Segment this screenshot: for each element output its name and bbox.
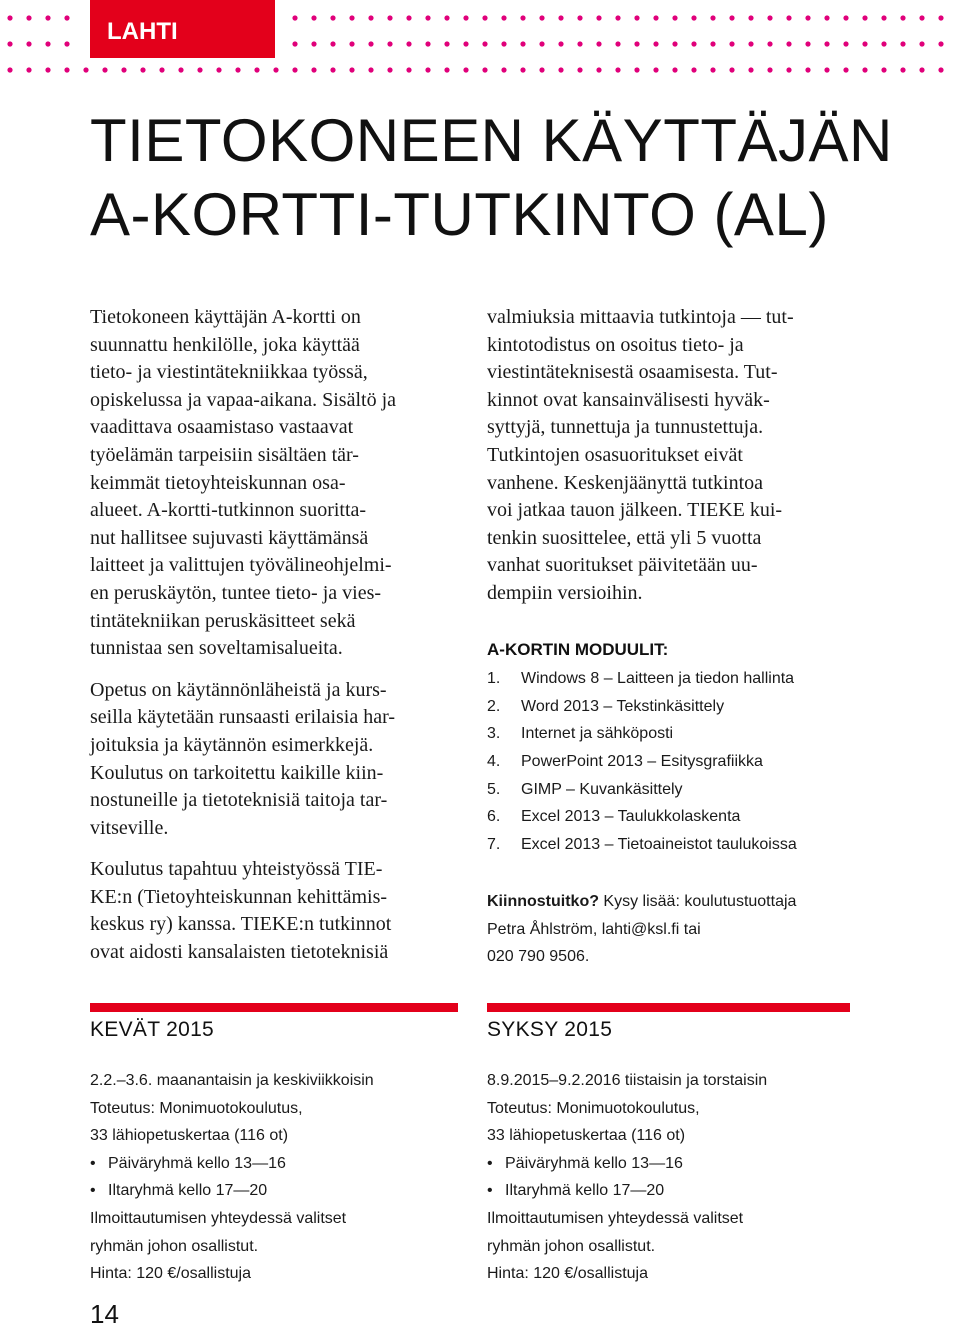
text-line: Koulutus tapahtuu yhteistyössä TIE- (90, 858, 383, 881)
decor-dot (900, 67, 905, 72)
autumn-group-evening: • Iltaryhmä kello 17—20 (487, 1182, 665, 1200)
decor-dot (463, 41, 468, 46)
text-line: voi jatkaa tauon jälkeen. TIEKE kui- (487, 499, 783, 522)
decor-dot (463, 67, 468, 72)
decor-dot (748, 67, 753, 72)
decor-dot (862, 67, 867, 72)
page-title (90, 104, 910, 252)
decor-dot (824, 67, 829, 72)
text-line: dempiin versioihin. (487, 581, 643, 604)
decor-dot (7, 67, 12, 72)
decor-dot (45, 15, 50, 20)
decor-dot (539, 67, 544, 72)
decor-dot (558, 15, 563, 20)
text-line: tieto- ja viestintätekniikkaa työssä, (90, 361, 368, 384)
text-line: nostuneille ja tietoteknisiä taitoja tar- (90, 789, 388, 812)
decor-dot (26, 15, 31, 20)
decor-dot (729, 41, 734, 46)
decor-dot (292, 15, 297, 20)
decor-dot (140, 67, 145, 72)
decor-dot (330, 15, 335, 20)
decor-dot (634, 41, 639, 46)
intro-paragraph (90, 304, 458, 663)
text-line: Tietokoneen käyttäjän A-kortti on (90, 306, 361, 328)
decor-dot (520, 67, 525, 72)
decor-dot (102, 67, 107, 72)
decor-dot (520, 15, 525, 20)
decor-dot (311, 15, 316, 20)
decor-dot (729, 15, 734, 20)
spring-note-1: Ilmoittautumisen yhteydessä valitset (90, 1209, 347, 1227)
decor-dot (615, 41, 620, 46)
decor-dot (691, 67, 696, 72)
decor-dot (634, 15, 639, 20)
text-line: vanhat suoritukset päivitetään uu- (487, 554, 758, 577)
decor-dot (387, 67, 392, 72)
spring-schedule (90, 1067, 460, 1288)
decor-dot (938, 15, 943, 20)
decor-dot (672, 41, 677, 46)
decor-dot (577, 41, 582, 46)
title-line-1: TIETOKONEEN KÄYTTÄJÄN (90, 107, 893, 174)
decor-dot (406, 67, 411, 72)
decor-dot (520, 41, 525, 46)
autumn-dates: 8.9.2015–9.2.2016 tiistaisin ja torstaisin (487, 1072, 768, 1089)
autumn-accent-bar (487, 1003, 850, 1012)
decor-dot (539, 15, 544, 20)
decor-dot (653, 15, 658, 20)
decor-dot (406, 41, 411, 46)
spring-group-day: • Päiväryhmä kello 13—16 (90, 1154, 286, 1172)
decor-dot (482, 15, 487, 20)
decor-dot (672, 67, 677, 72)
text-line: viestintäteknisestä osaamisesta. Tut- (487, 361, 778, 384)
decor-dot (786, 67, 791, 72)
decor-dot (577, 15, 582, 20)
decor-dot (159, 67, 164, 72)
decor-dot (577, 67, 582, 72)
decor-dot (767, 15, 772, 20)
text-line: keskus ry) kanssa. TIEKE:n tutkinnot (90, 913, 392, 936)
text-line: Koulutus on tarkoitettu kaikille kiin- (90, 761, 384, 784)
decor-dot (805, 41, 810, 46)
decor-dot (596, 41, 601, 46)
autumn-heading: SYKSY 2015 (487, 1018, 613, 1041)
decor-dot (45, 41, 50, 46)
decor-dot (26, 67, 31, 72)
decor-dot (121, 67, 126, 72)
decor-dot (786, 15, 791, 20)
decor-dot (596, 15, 601, 20)
decor-dot (197, 67, 202, 72)
decor-dot (938, 41, 943, 46)
spring-note-2: ryhmän johon osallistut. (90, 1237, 259, 1255)
decor-dot (710, 41, 715, 46)
decor-dot (216, 67, 221, 72)
title-line-2: A-KORTTI-TUTKINTO (AL) (90, 181, 829, 248)
decor-dot (349, 67, 354, 72)
decor-dot (710, 15, 715, 20)
decor-dot (862, 41, 867, 46)
decor-dot (900, 15, 905, 20)
text-line: KE:n (Tietoyhteiskunnan kehittämis- (90, 885, 388, 908)
decor-dot (7, 41, 12, 46)
cooperation-paragraph (90, 856, 458, 966)
decor-dot (349, 41, 354, 46)
text-line: valmiuksia mittaavia tutkintoja — tut- (487, 306, 794, 328)
right-text-column (487, 304, 855, 622)
decor-dot (729, 67, 734, 72)
decor-dot (64, 41, 69, 46)
decor-dot (425, 15, 430, 20)
autumn-group-day: • Päiväryhmä kello 13—16 (487, 1154, 683, 1172)
decor-dot (748, 41, 753, 46)
autumn-note-1: Ilmoittautumisen yhteydessä valitset (487, 1209, 744, 1227)
decor-dot (919, 67, 924, 72)
teaching-paragraph (90, 677, 458, 843)
text-line: keimmät tietoyhteiskunnan osa- (90, 471, 346, 494)
decor-dot (425, 67, 430, 72)
modules-heading: A-KORTIN MODUULIT: (487, 640, 669, 659)
module-item: 6. Excel 2013 – Taulukkolaskenta (487, 808, 741, 826)
decor-dot (368, 41, 373, 46)
decor-dot (558, 41, 563, 46)
module-item: 5. GIMP – Kuvankäsittely (487, 780, 683, 798)
decor-dot (805, 15, 810, 20)
module-item: 7. Excel 2013 – Tietoaineistot taulukoissa (487, 836, 797, 854)
decor-dot (824, 41, 829, 46)
decor-dot (482, 41, 487, 46)
modules-list (487, 665, 797, 859)
decor-dot (444, 67, 449, 72)
text-line: nut hallitsee sujuvasti käyttämänsä (90, 526, 369, 549)
text-line: vanhene. Keskenjäänyttä tutkintoa (487, 471, 764, 494)
decor-dot (26, 41, 31, 46)
decor-dot (615, 67, 620, 72)
decor-dot (862, 15, 867, 20)
spring-accent-bar (90, 1003, 458, 1012)
contact-bold-label: Kiinnostuitko? (487, 893, 599, 910)
decor-dot (672, 15, 677, 20)
decor-dot (463, 15, 468, 20)
decor-dot (843, 41, 848, 46)
spring-dates: 2.2.–3.6. maanantaisin ja keskiviikkoisin (90, 1072, 374, 1089)
decor-dot (539, 41, 544, 46)
decor-dot (406, 15, 411, 20)
decor-dot (501, 67, 506, 72)
text-line: suunnattu henkilölle, joka käyttää (90, 333, 360, 356)
text-line: seilla käytetään runsaasti erilaisia har- (90, 706, 396, 729)
decor-dot (919, 41, 924, 46)
spring-heading: KEVÄT 2015 (90, 1018, 215, 1041)
text-line: syttyjä, tunnettuja ja tunnustettuja. (487, 416, 764, 439)
text-line: tintätekniikan peruskäsitteet sekä (90, 609, 356, 632)
decor-dot (64, 67, 69, 72)
decor-dot (425, 41, 430, 46)
decor-dot (444, 15, 449, 20)
decor-dot (843, 15, 848, 20)
decor-dot (482, 67, 487, 72)
certification-paragraph (487, 304, 855, 608)
decor-dot (387, 41, 392, 46)
module-item: 2. Word 2013 – Tekstinkäsittely (487, 697, 725, 715)
spring-sessions: 33 lähiopetuskertaa (116 ot) (90, 1127, 289, 1145)
decor-dot (843, 67, 848, 72)
autumn-delivery: Toteutus: Monimuotokoulutus, (487, 1099, 700, 1117)
location-tag: LAHTI (90, 0, 275, 58)
text-line: kinnot ovat kansainvälisesti hyväk- (487, 388, 770, 411)
contact-info: Kiinnostuitko? Kysy lisää: koulutustuottaja Petra Åhlström, lahti@ksl.fi tai 020 790 9506. (487, 888, 857, 971)
decor-dot (387, 15, 392, 20)
decor-dot (748, 15, 753, 20)
decor-dot (881, 67, 886, 72)
text-line: työelämän tarpeisiin sisältäen tär- (90, 443, 359, 466)
decor-dot (235, 67, 240, 72)
decor-dot (596, 67, 601, 72)
contact-phone: 020 790 9506. (487, 948, 590, 966)
text-line: opiskelussa ja vapaa-aikana. Sisältö ja (90, 388, 397, 411)
text-line: vitseville. (90, 816, 169, 839)
decor-dot (634, 67, 639, 72)
decor-dot (368, 15, 373, 20)
decor-dot (691, 41, 696, 46)
decor-dot (615, 15, 620, 20)
autumn-schedule (487, 1067, 857, 1288)
decor-dot (311, 67, 316, 72)
decor-dot (881, 41, 886, 46)
decor-dot (254, 67, 259, 72)
module-item: 3. Internet ja sähköposti (487, 725, 674, 743)
text-line: tenkin suosittelee, että yli 5 vuotta (487, 526, 762, 549)
decor-dot (881, 15, 886, 20)
contact-email-line: Petra Åhlström, lahti@ksl.fi tai (487, 920, 701, 938)
decor-dot (83, 67, 88, 72)
spring-delivery: Toteutus: Monimuotokoulutus, (90, 1099, 303, 1117)
decor-dot (767, 67, 772, 72)
text-line: tunnistaa sen soveltamisalueita. (90, 637, 343, 660)
text-line: ovat aidosti kansalaisten tietoteknisiä (90, 941, 389, 964)
spring-group-evening: • Iltaryhmä kello 17—20 (90, 1182, 268, 1200)
decor-dot (178, 67, 183, 72)
left-text-column (90, 304, 458, 981)
decor-dot (653, 41, 658, 46)
autumn-note-2: ryhmän johon osallistut. (487, 1237, 656, 1255)
page-number: 14 (90, 1299, 119, 1329)
text-line: laitteet ja valittujen työvälineohjelmi- (90, 554, 392, 577)
text-line: Opetus on käytännönläheistä ja kurs- (90, 678, 387, 701)
decor-dot (805, 67, 810, 72)
decor-dot (767, 41, 772, 46)
autumn-price: Hinta: 120 €/osallistuja (487, 1265, 648, 1283)
text-line: alueet. A-kortti-tutkinnon suoritta- (90, 499, 367, 522)
text-line: vaadittava osaamistaso vastaavat (90, 416, 354, 439)
decor-dot (311, 41, 316, 46)
decor-dot (292, 67, 297, 72)
decor-dot (919, 15, 924, 20)
autumn-sessions: 33 lähiopetuskertaa (116 ot) (487, 1127, 686, 1145)
decor-dot (501, 41, 506, 46)
module-item: 1. Windows 8 – Laitteen ja tiedon hallinta (487, 670, 795, 687)
spring-price: Hinta: 120 €/osallistuja (90, 1265, 251, 1283)
decor-dot (653, 67, 658, 72)
decor-dot (45, 67, 50, 72)
decor-dot (7, 15, 12, 20)
module-item: 4. PowerPoint 2013 – Esitysgrafiikka (487, 753, 763, 771)
decor-dot (824, 15, 829, 20)
decor-dot (691, 15, 696, 20)
decor-dot (900, 41, 905, 46)
decor-dot (292, 41, 297, 46)
decor-dot (349, 15, 354, 20)
decor-dot (501, 15, 506, 20)
decor-dot (444, 41, 449, 46)
text-line: Tutkintojen osasuoritukset eivät (487, 443, 743, 466)
decor-dot (558, 67, 563, 72)
decor-dot (710, 67, 715, 72)
decor-dot (786, 41, 791, 46)
decor-dot (330, 41, 335, 46)
decor-dot (368, 67, 373, 72)
text-line: en peruskäytön, tuntee tieto- ja vies- (90, 581, 382, 604)
decor-dot (64, 15, 69, 20)
decor-dot (273, 67, 278, 72)
text-line: joituksia ja käytännön esimerkkejä. (90, 733, 374, 756)
decor-dot (330, 67, 335, 72)
decor-dot (938, 67, 943, 72)
text-line: kintotodistus on osoitus tieto- ja (487, 333, 744, 356)
